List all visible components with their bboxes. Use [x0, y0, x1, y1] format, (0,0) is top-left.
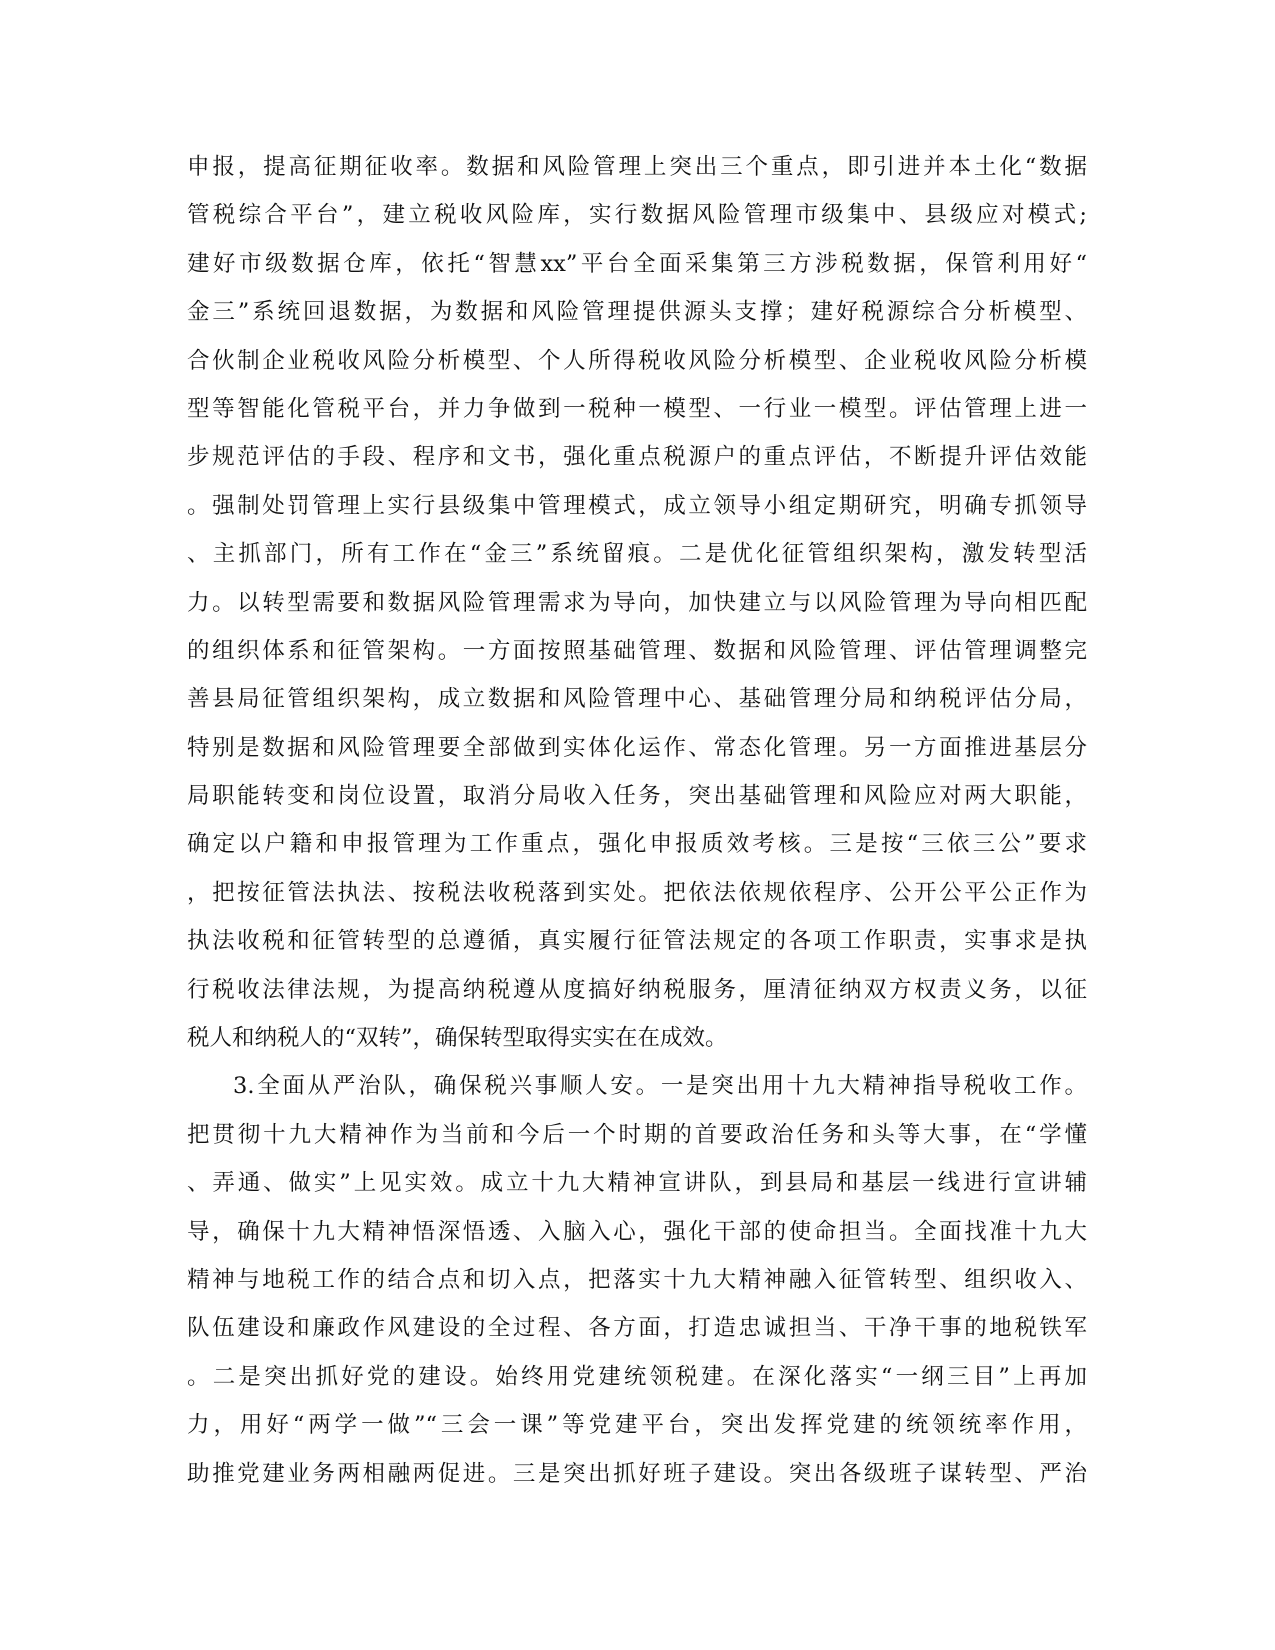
text-line: 税人和纳税人的“双转”，确保转型取得实实在在成效。	[187, 1025, 728, 1052]
text-line: 合伙制企业税收风险分析模型、个人所得税收风险分析模型、企业税收风险分析模	[187, 347, 1087, 374]
text-line: 精神与地税工作的结合点和切入点，把落实十九大精神融入征管转型、组织收入、	[187, 1266, 1087, 1293]
text-line: 、主抓部门，所有工作在“金三”系统留痕。二是优化征管组织架构，激发转型活	[187, 541, 1087, 568]
text-line: 申报，提高征期征收率。数据和风险管理上突出三个重点，即引进并本土化“数据	[187, 154, 1087, 180]
text-line: 导，确保十九大精神悟深悟透、入脑入心，强化干部的使命担当。全面找准十九大	[187, 1218, 1087, 1245]
body-text	[187, 143, 1087, 1498]
text-line: 金三”系统回退数据，为数据和风险管理提供源头支撑；建好税源综合分析模型、	[187, 299, 1087, 326]
text-line: 助推党建业务两相融两促进。三是突出抓好班子建设。突出各级班子谋转型、严治	[187, 1460, 1087, 1487]
text-line: ，把按征管法执法、按税法收税落到实处。把依法依规依程序、公开公平公正作为	[187, 879, 1087, 906]
text-line: 局职能转变和岗位设置，取消分局收入任务，突出基础管理和风险应对两大职能，	[187, 783, 1087, 810]
text-line: 把贯彻十九大精神作为当前和今后一个时期的首要政治任务和头等大事，在“学懂	[187, 1121, 1087, 1148]
text-line: 力，用好“两学一做”“三会一课”等党建平台，突出发挥党建的统领统率作用，	[187, 1412, 1087, 1439]
text-line: 行税收法律法规，为提高纳税遵从度搞好纳税服务，厘清征纳双方权责义务，以征	[187, 976, 1087, 1003]
section-heading-line: 3.全面从严治队，确保税兴事顺人安。一是突出用十九大精神指导税收工作。	[233, 1073, 1087, 1100]
text-line: 、弄通、做实”上见实效。成立十九大精神宣讲队，到县局和基层一线进行宣讲辅	[187, 1170, 1087, 1197]
text-line: 确定以户籍和申报管理为工作重点，强化申报质效考核。三是按“三依三公”要求	[187, 831, 1087, 858]
text-line: 。强制处罚管理上实行县级集中管理模式，成立领导小组定期研究，明确专抓领导	[187, 492, 1087, 519]
text-line: 型等智能化管税平台，并力争做到一税种一模型、一行业一模型。评估管理上进一	[187, 395, 1087, 422]
text-line: 。二是突出抓好党的建设。始终用党建统领税建。在深化落实“一纲三目”上再加	[187, 1363, 1087, 1390]
text-line: 执法收税和征管转型的总遵循，真实履行征管法规定的各项工作职责，实事求是执	[187, 928, 1087, 955]
text-line: 步规范评估的手段、程序和文书，强化重点税源户的重点评估，不断提升评估效能	[187, 444, 1087, 471]
text-line: 特别是数据和风险管理要全部做到实体化运作、常态化管理。另一方面推进基层分	[187, 734, 1087, 761]
text-line: 队伍建设和廉政作风建设的全过程、各方面，打造忠诚担当、干净干事的地税铁军	[187, 1315, 1087, 1342]
text-line: 的组织体系和征管架构。一方面按照基础管理、数据和风险管理、评估管理调整完	[187, 637, 1087, 664]
text-line: 善县局征管组织架构，成立数据和风险管理中心、基础管理分局和纳税评估分局，	[187, 686, 1087, 713]
text-line: 力。以转型需要和数据风险管理需求为导向，加快建立与以风险管理为导向相匹配	[187, 589, 1087, 616]
text-line: 建好市级数据仓库，依托“智慧xx”平台全面采集第三方涉税数据，保管利用好“	[187, 250, 1087, 277]
text-line: 管税综合平台”，建立税收风险库，实行数据风险管理市级集中、县级应对模式;	[187, 202, 1087, 229]
